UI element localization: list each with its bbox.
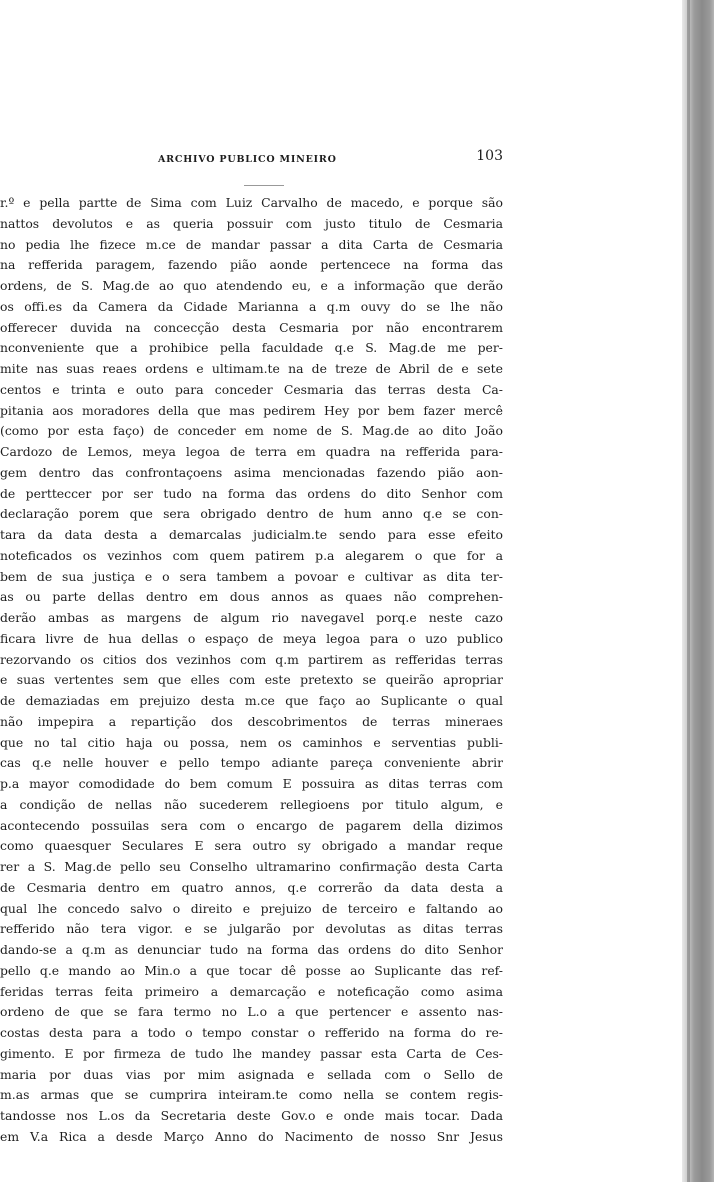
text-line: as ou parte dellas dentro em dous annos as quaes não comprehen- xyxy=(0,589,503,605)
text-line: r.º e pella partte de Sima com Luiz Carvalho de macedo, e porque são xyxy=(0,195,503,210)
text-line: costas desta para a todo o tempo constar o refferido na forma do re- xyxy=(0,1025,503,1040)
text-line: cas q.e nelle houver e pello tempo adiante pareça conveniente abrir xyxy=(0,755,503,771)
text-line: tara da data desta a demarcalas judicialm.te sendo para esse efeito xyxy=(0,527,503,542)
text-line: bem de sua justiça e o sera tambem a povoar e cultivar as dita ter- xyxy=(0,568,503,584)
text-line: qual lhe concedo salvo o direito e prejuizo de terceiro e faltando ao xyxy=(0,900,503,916)
book-spine-fold xyxy=(687,0,690,1182)
text-line: a condição de nellas não sucederem rellegioens por titulo algum, e xyxy=(0,796,503,812)
text-line: refferido não tera vigor. e se julgarão por devolutas as ditas terras xyxy=(0,921,503,937)
text-line: gem dentro das confrontaçoens asima mencionadas fazendo pião aon- xyxy=(0,464,503,480)
text-line: como quaesquer Seculares E sera outro sy obrigado a mandar reque xyxy=(0,838,503,854)
text-line: em V.a Rica a desde Março Anno do Nacimento de nosso Snr Jesus xyxy=(0,1128,503,1144)
text-line: de Cesmaria dentro em quatro annos, q.e correrão da data desta a xyxy=(0,879,503,895)
text-line: os offi.es da Camera da Cidade Marianna a q.m ouvy do se lhe não xyxy=(0,298,503,314)
text-line: offerecer duvida na concecção desta Cesmaria por não encontrarem xyxy=(0,319,503,335)
text-line: declaração porem que sera obrigado dentro de hum anno q.e se con- xyxy=(0,506,503,522)
text-line: na refferida paragem, fazendo pião aonde pertencece na forma das xyxy=(0,257,503,273)
text-line: derão ambas as margens de algum rio navegavel porq.e neste cazo xyxy=(0,610,503,625)
text-line: mite nas suas reaes ordens e ultimam.te na de treze de Abril de e sete xyxy=(0,361,503,376)
text-line: centos e trinta e outo para conceder Cesmaria das terras desta Ca- xyxy=(0,381,503,397)
page-number: 103 xyxy=(476,148,503,164)
text-line: ordeno de que se fara termo no L.o a que pertencer e assento nas- xyxy=(0,1004,503,1020)
text-line: pello q.e mando ao Min.o a que tocar dê posse ao Suplicante das ref- xyxy=(0,962,503,978)
header-rule xyxy=(244,185,284,186)
text-line: gimento. E por firmeza de tudo lhe mandey passar esta Carta de Ces- xyxy=(0,1045,503,1061)
text-line: no pedia lhe fizece m.ce de mandar passar a dita Carta de Cesmaria xyxy=(0,236,503,252)
text-line: ordens, de S. Mag.de ao quo atendendo eu, e a informação que derão xyxy=(0,278,503,293)
text-line: dando-se a q.m as denunciar tudo na forma das ordens do dito Senhor xyxy=(0,942,503,957)
page-header xyxy=(158,148,503,172)
text-line: Cardozo de Lemos, meya legoa de terra em quadra na refferida para- xyxy=(0,444,503,459)
text-line: e suas vertentes sem que elles com este pretexto se queirão apropriar xyxy=(0,672,503,688)
text-line: noteficados os vezinhos com quem patirem p.a alegarem o que for a xyxy=(0,547,503,563)
running-title: ARCHIVO PUBLICO MINEIRO xyxy=(158,154,337,165)
text-line: tandosse nos L.os da Secretaria deste Gov.o e onde mais tocar. Dada xyxy=(0,1108,503,1123)
text-line: ficara livre de hua dellas o espaço de meya legoa para o uzo publico xyxy=(0,630,503,646)
text-line: acontecendo possuilas sera com o encargo de pagarem della dizimos xyxy=(0,817,503,833)
text-line: nconveniente que a prohibice pella faculdade q.e S. Mag.de me per- xyxy=(0,340,503,356)
text-line: rer a S. Mag.de pello seu Conselho ultramarino confirmação desta Carta xyxy=(0,859,503,874)
text-line: rezorvando os citios dos vezinhos com q.m partirem as refferidas terras xyxy=(0,651,503,667)
text-line: m.as armas que se cumprira inteiram.te como nella se contem regis- xyxy=(0,1087,503,1103)
text-line: (como por esta faço) de conceder em nome de S. Mag.de ao dito João xyxy=(0,423,503,439)
text-line: p.a mayor comodidade do bem comum E possuira as ditas terras com xyxy=(0,776,503,791)
text-line: de demaziadas em prejuizo desta m.ce que faço ao Suplicante o qual xyxy=(0,693,503,708)
text-line: que no tal citio haja ou possa, nem os caminhos e serventias publi- xyxy=(0,734,503,750)
text-line: feridas terras feita primeiro a demarcação e noteficação como asima xyxy=(0,983,503,999)
text-line: nattos devolutos e as queria possuir com justo titulo de Cesmaria xyxy=(0,215,503,231)
text-line: pitania aos moradores della que mas pedirem Hey por bem fazer mercê xyxy=(0,402,503,418)
text-line: não impepira a repartição dos descobrimentos de terras mineraes xyxy=(0,713,503,729)
text-line: maria por duas vias por mim asignada e sellada com o Sello de xyxy=(0,1066,503,1082)
text-line: de pertteccer por ser tudo na forma das ordens do dito Senhor com xyxy=(0,485,503,501)
body-text xyxy=(0,193,503,1148)
